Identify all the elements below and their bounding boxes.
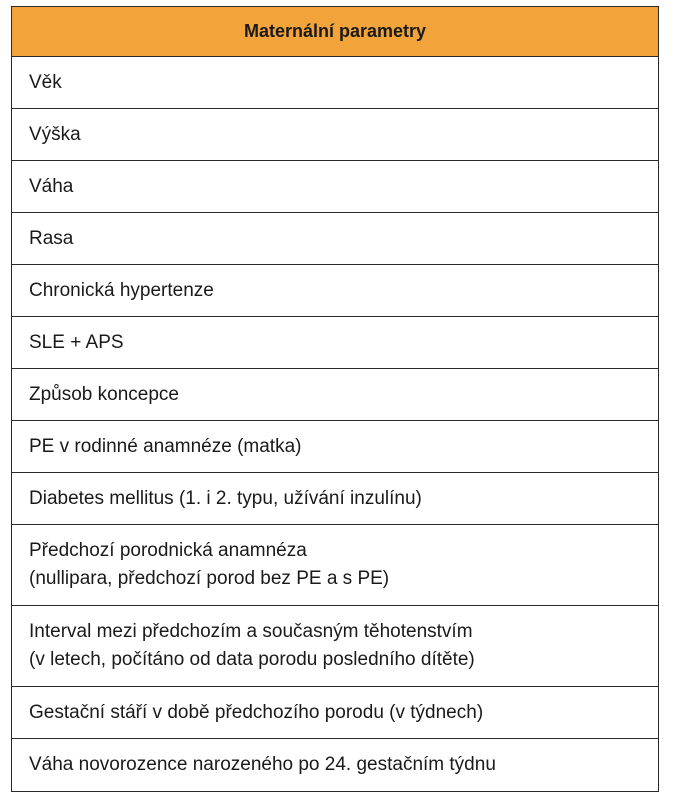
row-label-family-history: PE v rodinné anamnéze (matka) — [29, 435, 302, 457]
table-row — [12, 687, 658, 739]
table-header-label: Maternální parametry — [243, 21, 427, 41]
row-label-weight: Váha — [29, 175, 74, 197]
table-row — [12, 606, 658, 687]
table-row — [12, 317, 658, 369]
table-row — [12, 57, 658, 109]
table-row — [12, 265, 658, 317]
row-label-diabetes: Diabetes mellitus (1. i 2. typu, užívání inzulínu) — [29, 487, 422, 509]
table-row — [12, 473, 658, 525]
row-label-chronic-hypertension: Chronická hypertenze — [29, 279, 214, 301]
row-label-race: Rasa — [29, 227, 74, 249]
row-label-height: Výška — [29, 123, 81, 145]
table-row — [12, 525, 658, 606]
table-header — [12, 7, 658, 57]
row-label-gestational-age: Gestační stáří v době předchozího porodu (v týdnech) — [29, 701, 484, 723]
table-row — [12, 421, 658, 473]
row-label-conception: Způsob koncepce — [29, 383, 179, 405]
table-row — [12, 369, 658, 421]
table-row — [12, 213, 658, 265]
table-row — [12, 739, 658, 791]
table-row — [12, 109, 658, 161]
row-label-sle-aps: SLE + APS — [29, 331, 124, 353]
table-row — [12, 161, 658, 213]
row-label-obstetric-history: Předchozí porodnická anamnéza (nullipara, předchozí porod bez PE a s PE) — [29, 540, 390, 589]
row-label-pregnancy-interval: Interval mezi předchozím a současným těhotenstvím (v letech, počítáno od data porodu posledního dítěte) — [29, 621, 475, 670]
row-label-newborn-weight: Váha novorozence narozeného po 24. gestačním týdnu — [29, 754, 496, 775]
row-label-age: Věk — [29, 71, 62, 93]
maternal-parameters-table — [11, 6, 659, 792]
